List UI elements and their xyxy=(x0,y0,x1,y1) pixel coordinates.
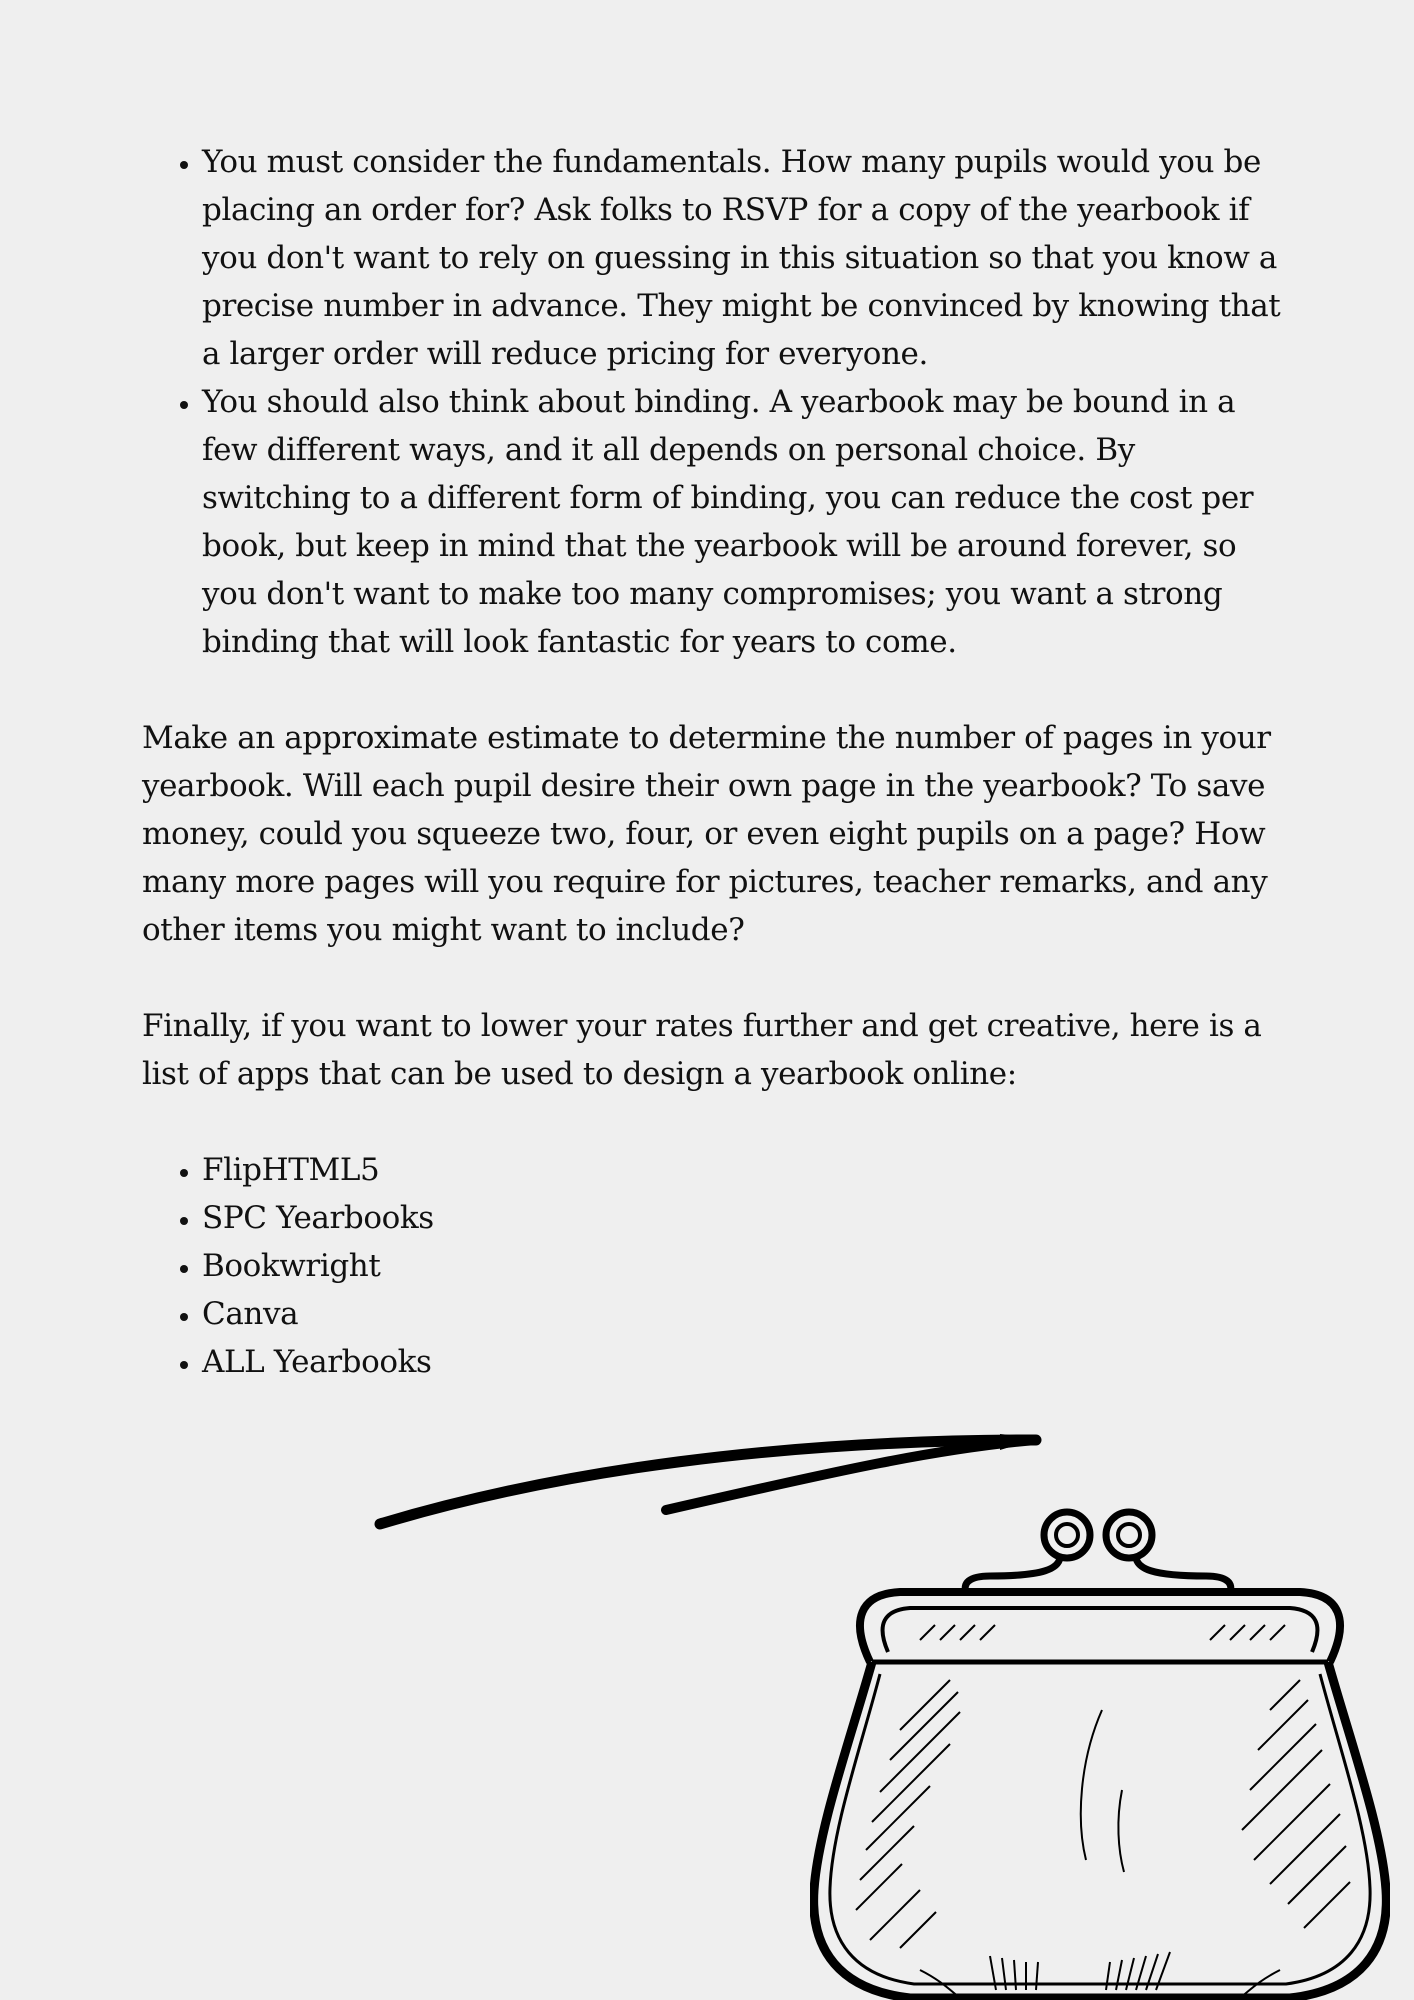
app-item-spc-yearbooks: • SPC Yearbooks xyxy=(202,1194,1282,1242)
paragraph-apps-intro: Finally, if you want to lower your rates further and get creative, here is a list of apps that can be used to design a yearbook online: xyxy=(142,1008,1262,1092)
app-item-canva: • Canva xyxy=(202,1290,1282,1338)
tip-binding: • You should also think about binding. A yearbook may be bound in a few different ways, and it all depends on personal choice. By switching to a different form of binding, you can reduce the cost per book, but keep in mind that the yearbook will be around forever, so you don't want to make too many compromises; you want a strong binding that will look fantastic for years to come. xyxy=(202,378,1282,666)
app-item-all-yearbooks: • ALL Yearbooks xyxy=(202,1338,1282,1386)
paragraph-page-estimate: Make an approximate estimate to determine the number of pages in your yearbook. Will each pupil desire their own page in the yearbook? To save money, could you squeeze two, four, or even eight pupils on a page? How many more pages will you require for pictures, teacher remarks, and any other items you might want to include? xyxy=(142,720,1271,948)
tip-fundamentals: • You must consider the fundamentals. How many pupils would you be placing an order for? Ask folks to RSVP for a copy of the yearbook if you don't want to rely on guessing in this situation so that you know a precise number in advance. They might be convinced by knowing that a larger order will reduce pricing for everyone. xyxy=(202,138,1282,378)
app-item-bookwright: • Bookwright xyxy=(202,1242,1282,1290)
tips-list xyxy=(142,138,1282,666)
app-item-fliphtml5: • FlipHTML5 xyxy=(202,1146,1282,1194)
apps-list xyxy=(142,1146,1282,1386)
document-body xyxy=(142,138,1282,1386)
coin-purse-icon xyxy=(810,1500,1390,2000)
